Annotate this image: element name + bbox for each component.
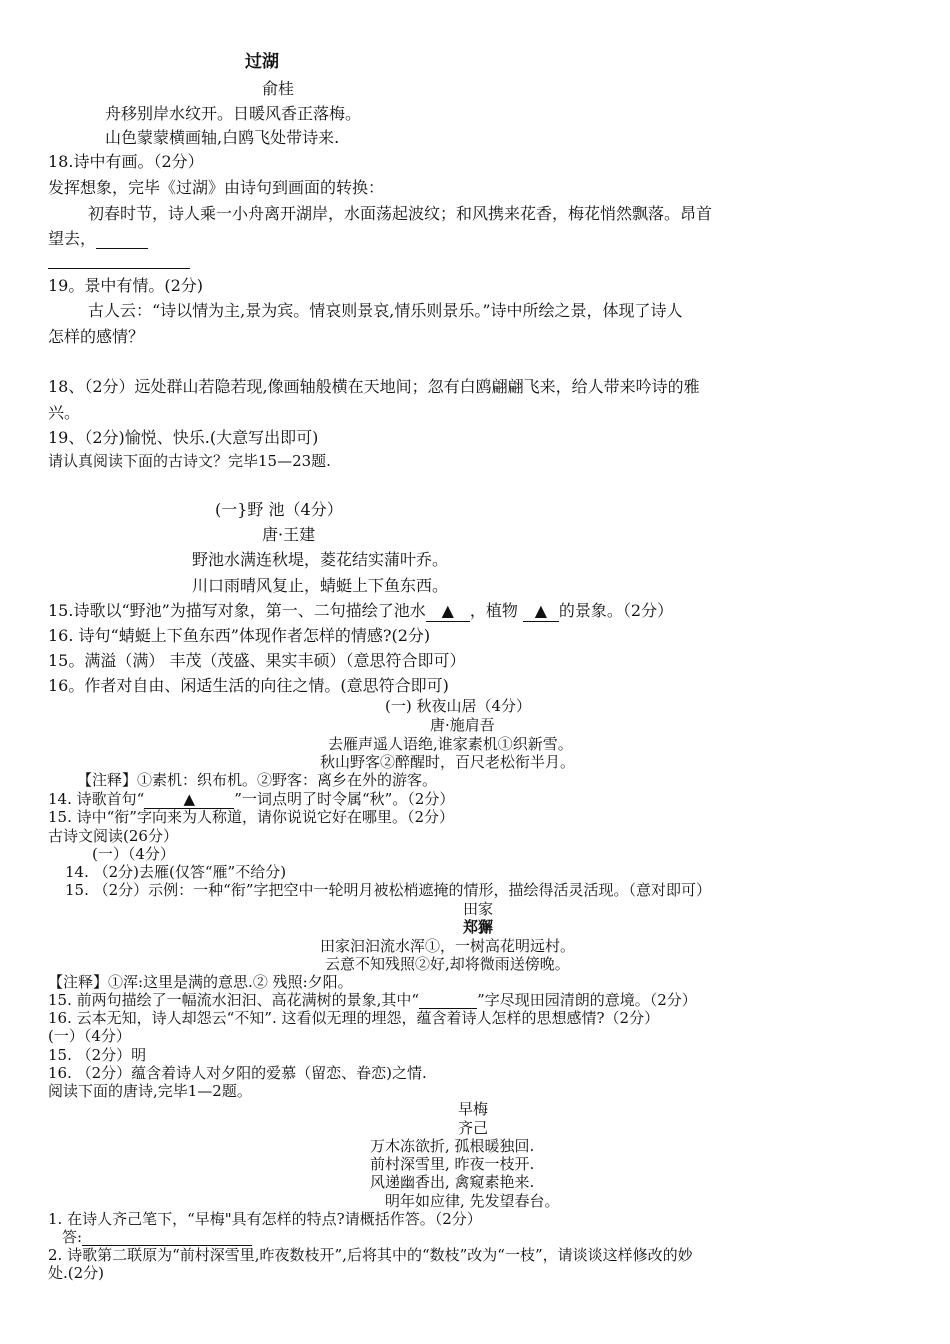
poem-line: 川口雨晴风复止，蜻蜓上下鱼东西。 [192, 576, 449, 595]
poem-line: 秋山野客②醉醒时，百尺老松衔半月。 [320, 753, 576, 771]
answer-text: 兴。 [48, 403, 81, 422]
answer-line [48, 268, 190, 269]
answer-blank [419, 993, 477, 1009]
question-text: 初春时节，诗人乘一小舟离开湖岸，水面荡起波纹；和风携来花香，梅花悄然飘落。昂首 [88, 204, 713, 223]
question-text: 处.(2分) [48, 1264, 105, 1282]
poem-line: 田家汩汩流水浑①，一树高花明远村。 [320, 937, 576, 955]
poem-line: 去雁声遥人语绝,谁家素机①织新雪。 [328, 735, 573, 753]
answer-blank [82, 1232, 252, 1246]
annotation: 【注释】①浑:这里是满的意思.② 残照:夕阳。 [48, 973, 353, 991]
answer-text: 18、（2分）远处群山若隐若现,像画轴般横在天地间；忽有白鸥翩翩飞来，给人带来吟诗的雅 [48, 377, 700, 396]
subsection-title: (一）（4分） [92, 845, 175, 863]
poem-author: 俞桂 [262, 79, 295, 98]
question-text [48, 229, 148, 249]
poem-title: 田家 [463, 900, 494, 918]
answer-blank-triangle: ▲ [144, 790, 234, 809]
instruction: 阅读下面的唐诗,完毕1—2题。 [48, 1082, 252, 1100]
answer-text: 14. （2分)去雁(仅答“雁”不给分) [65, 863, 287, 881]
poem-title: 过湖 [245, 52, 279, 72]
question-text-part: ”一词点明了时令属“秋”。（2分） [234, 790, 455, 808]
poem-author: 唐·王建 [262, 525, 316, 544]
question-text: 古人云：“诗以情为主,景为宾。情哀则景哀,情乐则景乐。”诗中所绘之景，体现了诗人 [88, 301, 683, 320]
answer-text: 15. （2分）示例：一种“衔”字把空中一轮明月被松梢遮掩的情形，描绘得活灵活现。（意对即可） [65, 881, 712, 899]
question-text [48, 601, 673, 622]
poem-author: 齐己 [458, 1119, 489, 1137]
question-text-part: 望去， [48, 229, 97, 248]
poem-title: (一}野 池（4分） [215, 500, 343, 519]
question-text: 2. 诗歌第二联原为“前村深雪里,昨夜数枝开”,后将其中的“数枝”改为“一枝”，请谈谈这样修改的妙 [48, 1246, 693, 1264]
question-text: 16. 诗句“蜻蜓上下鱼东西”体现作者怎样的情感?(2分) [48, 626, 431, 645]
annotation: 【注释】①素机：织布机。②野客：离乡在外的游客。 [77, 771, 438, 789]
answer-text: 15. （2分）明 [48, 1046, 147, 1064]
poem-author: 唐·施肩吾 [430, 716, 495, 734]
poem-line: 明年如应律, 先发望春台。 [385, 1192, 560, 1210]
question-text [48, 790, 454, 809]
poem-title: (一) 秋夜山居（4分） [385, 697, 532, 715]
question-prompt: 发挥想象，完毕《过湖》由诗句到画面的转换： [48, 178, 385, 197]
question-text-part: ，植物 [469, 601, 518, 620]
poem-title: 早梅 [458, 1100, 489, 1118]
poem-line: 山色蒙蒙横画轴,白鸥飞处带诗来. [105, 128, 340, 147]
question-text-part: ”字尽现田园清朗的意境。（2分） [477, 991, 697, 1009]
question-text: 1. 在诗人齐己笔下，“早梅"具有怎样的特点?请概括作答。（2分） [48, 1210, 482, 1228]
poem-line: 万木冻欲折, 孤根暖独回. [370, 1137, 535, 1155]
question-text: 怎样的感情？ [48, 327, 145, 346]
answer-blank-triangle: ▲ [426, 601, 470, 622]
instruction: 请认真阅读下面的古诗文？完毕15—23题. [48, 452, 331, 470]
answer-text: 16。作者对自由、闲适生活的向往之情。(意思符合即可) [48, 676, 449, 695]
answer-text: 16. （2分）蕴含着诗人对夕阳的爱慕（留恋、眷恋)之情. [48, 1064, 427, 1082]
poem-line: 野池水满连秋堤，菱花结实蒲叶乔。 [192, 550, 449, 569]
answer-text: 19、（2分)愉悦、快乐.(大意写出即可) [48, 428, 319, 447]
poem-line: 前村深雪里, 昨夜一枝开. [370, 1155, 535, 1173]
poem-line: 舟移别岸水纹开。日暖风香正落梅。 [105, 104, 362, 123]
answer-text: 15。满溢（满） 丰茂（茂盛、果实丰硕）（意思符合即可） [48, 651, 466, 670]
answer-blank-triangle: ▲ [523, 601, 559, 622]
subsection-title: (一）（4分） [48, 1027, 131, 1045]
poem-author: 郑獬 [463, 918, 494, 936]
question-text-part: 的景象。（2分） [558, 601, 674, 620]
question-text: 16. 云本无知，诗人却怨云“不知”. 这看似无理的埋怨，蕴含着诗人怎样的思想感情?（2分） [48, 1009, 660, 1027]
question-text-part: 14. 诗歌首句“ [48, 790, 145, 808]
poem-line: 风递幽香出, 禽窥素艳来. [370, 1173, 535, 1191]
question-label: 19。景中有情。(2分) [48, 276, 204, 295]
answer-label-text: 答: [62, 1228, 83, 1246]
answer-label [62, 1228, 252, 1246]
question-label: 18.诗中有画。（2分） [48, 152, 204, 171]
answer-blank [96, 232, 148, 249]
question-text: 15. 诗中“衔”字向来为人称道，请你说说它好在哪里。（2分） [48, 808, 455, 826]
poem-line: 云意不知残照②好,却将微雨送傍晚。 [325, 955, 570, 973]
question-text-part: 15. 前两句描绘了一幅流水汩汩、高花满树的景象,其中“ [48, 991, 420, 1009]
question-text-part: 15.诗歌以“野池”为描写对象，第一、二句描绘了池水 [48, 601, 426, 620]
question-text [48, 991, 697, 1009]
section-title: 古诗文阅读(26分） [48, 827, 178, 845]
